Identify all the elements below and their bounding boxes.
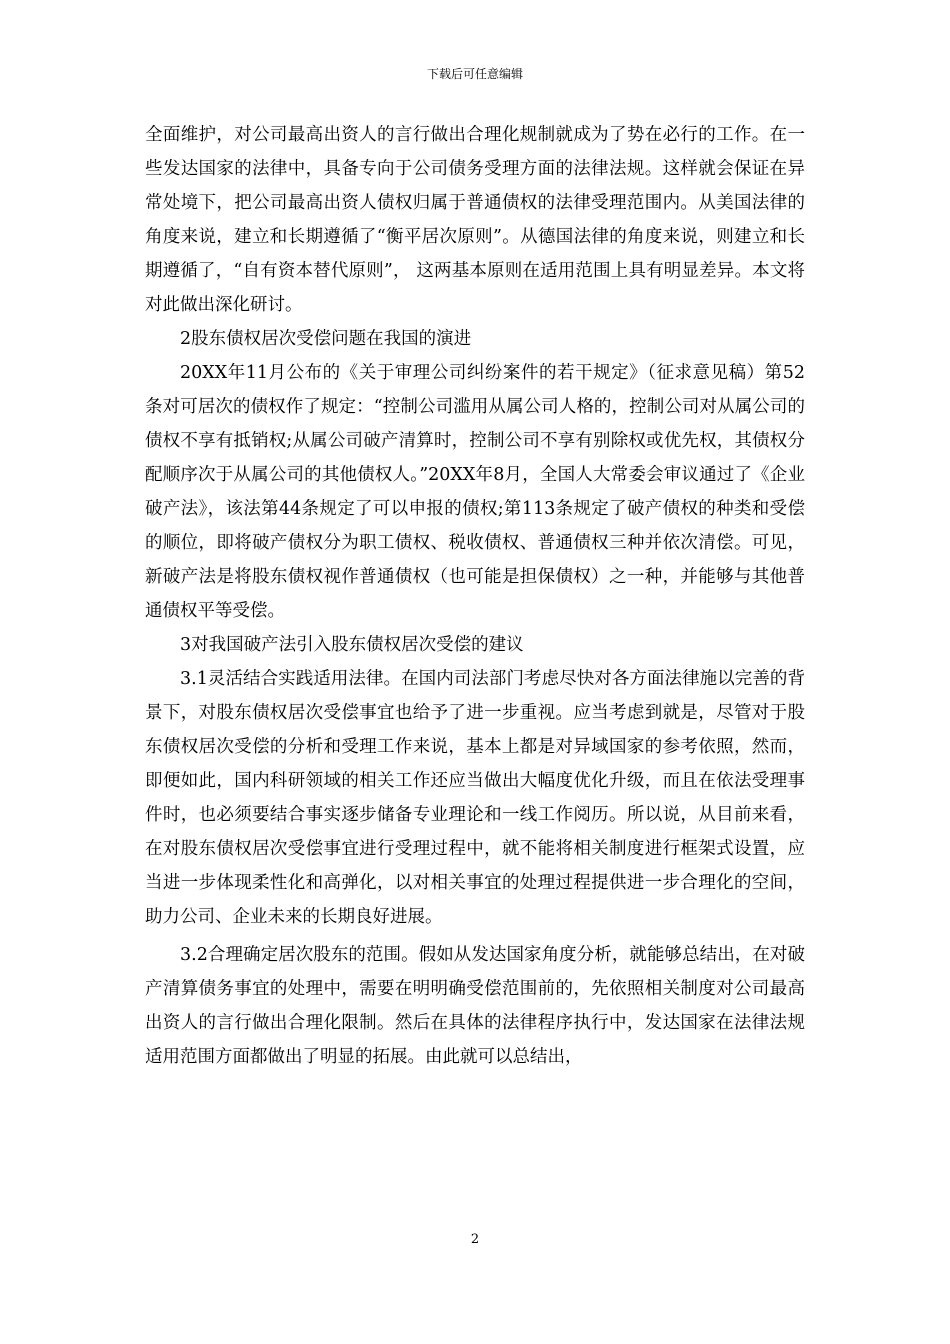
page-header: 下载后可任意编辑 (426, 67, 523, 81)
section-heading-2: 2股东债权居次受偿问题在我国的演进 (180, 329, 472, 349)
document-body (145, 118, 805, 1074)
page-number: 2 (470, 1232, 480, 1247)
section-heading-3: 3对我国破产法引入股东债权居次受偿的建议 (180, 635, 524, 655)
paragraph-section-2: 20XX年11月公布的《关于审理公司纠纷案件的若干规定》（征求意见稿）第52条对可居次的债权作了规定：“控制公司滥用从属公司人格的，控制公司对从属公司的债权不享有抵销权;从属公司破产清算时，控制公司不享有别除权或优先权，其债权分配顺序次于从属公司的其他债权人。”20XX年8月，全国人大常委会审议通过了《企业破产法》，该法第44条规定了可以申报的债权;第113条规定了破产债权的种类和受偿的顺位，即将破产债权分为职工债权、税收债权、普通债权三种并依次清偿。可见，新破产法是将股东债权视作普通债权（也可能是担保债权）之一种，并能够与其他普通债权平等受偿。 (145, 363, 805, 621)
paragraph-continuation: 全面维护，对公司最高出资人的言行做出合理化规制就成为了势在必行的工作。在一些发达国家的法律中，具备专向于公司债务受理方面的法律法规。这样就会保证在异常处境下，把公司最高出资人债权归属于普通债权的法律受理范围内。从美国法律的角度来说，建立和长期遵循了“衡平居次原则”。从德国法律的角度来说，则建立和长期遵循了，“自有资本替代原则”， 这两基本原则在适用范围上具有明显差异。本文将对此做出深化研讨。 (145, 125, 805, 315)
paragraph-3-1: 3.1灵活结合实践适用法律。在国内司法部门考虑尽快对各方面法律施以完善的背景下，对股东债权居次受偿事宜也给予了进一步重视。应当考虑到就是，尽管对于股东债权居次受偿的分析和受理工作来说，基本上都是对异域国家的参考依照，然而，即便如此，国内科研领域的相关工作还应当做出大幅度优化升级，而且在依法受理事件时，也必须要结合事实逐步储备专业理论和一线工作阅历。所以说，从目前来看，在对股东债权居次受偿事宜进行受理过程中，就不能将相关制度进行框架式设置，应当进一步体现柔性化和高弹化，以对相关事宜的处理过程提供进一步合理化的空间，助力公司、企业未来的长期良好进展。 (145, 669, 805, 927)
paragraph-3-2: 3.2合理确定居次股东的范围。假如从发达国家角度分析，就能够总结出，在对破产清算债务事宜的处理中，需要在明明确受偿范围前的，先依照相关制度对公司最高出资人的言行做出合理化限制。然后在具体的法律程序执行中，发达国家在法律法规适用范围方面都做出了明显的拓展。由此就可以总结出， (145, 945, 805, 1067)
